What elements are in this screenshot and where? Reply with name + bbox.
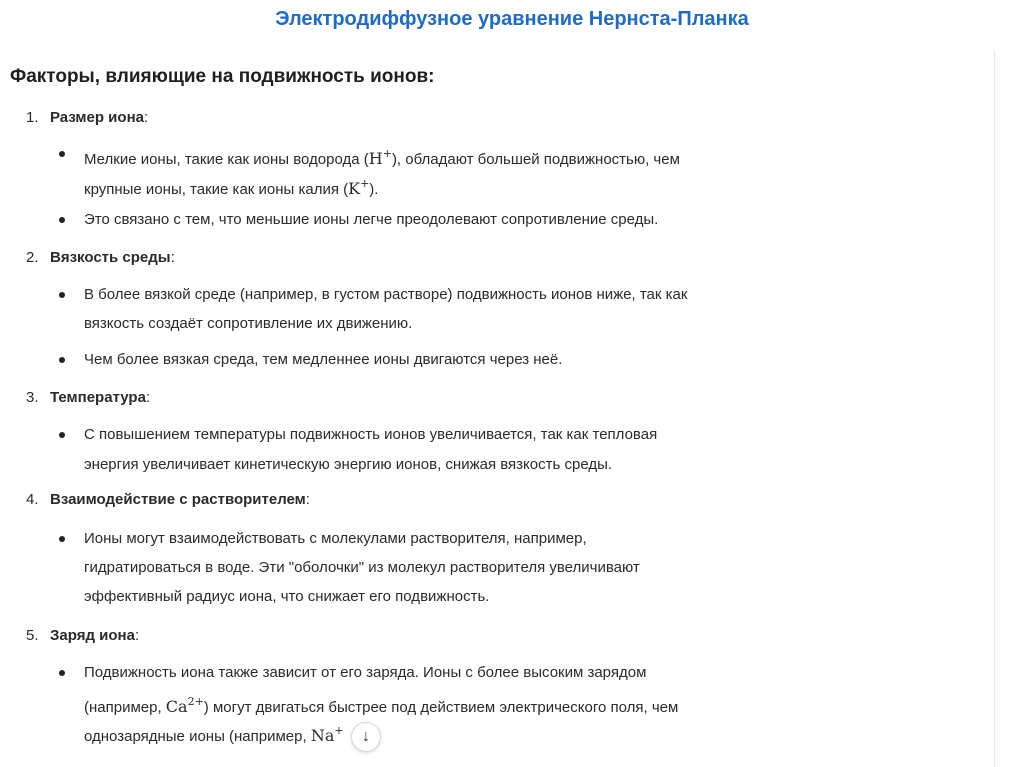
text: энергия увеличивает кинетическую энергию ионов, снижая вязкость среды. [84, 456, 613, 473]
bullet-icon [59, 292, 65, 298]
item-number: 4. [26, 491, 39, 508]
item-title-text: Вязкость среды [50, 249, 171, 266]
text: ). [369, 181, 379, 198]
item-title: Взаимодействие с растворителем: [50, 491, 310, 508]
item-title-text: Размер иона [50, 109, 144, 126]
item-title-text: Заряд иона [50, 627, 135, 644]
text: Мелкие ионы, такие как ионы водорода ( [84, 151, 369, 168]
bullet-text-line [84, 174, 378, 200]
text: Чем более вязкая среда, тем медленнее ионы двигаются через неё. [84, 351, 563, 368]
item-title: Заряд иона: [50, 627, 140, 644]
bullet-text-line [84, 692, 678, 718]
bullet-text-line [84, 425, 657, 445]
text: гидратироваться в воде. Эти "оболочки" из молекул растворителя увеличивают [84, 559, 640, 576]
bullet-text-line [84, 350, 562, 370]
bullet-icon [59, 536, 65, 542]
text: С повышением температуры подвижность ионов увеличивается, так как тепловая [84, 426, 658, 443]
scroll-down-button[interactable] [351, 722, 381, 752]
divider [994, 50, 995, 767]
bullet-text-line [84, 210, 658, 230]
item-number: 2. [26, 249, 39, 266]
ion-charge: 2+ [187, 695, 204, 708]
item-title: Температура: [50, 389, 151, 406]
ion-symbol: H [368, 149, 383, 168]
section-heading: Факторы, влияющие на подвижность ионов: [10, 66, 435, 87]
ion-charge: + [360, 177, 370, 190]
ion-symbol: K [348, 179, 361, 198]
ion-formula [369, 149, 392, 168]
bullet-text-line [84, 314, 412, 334]
text: Ионы могут взаимодействовать с молекулами растворителя, например, [84, 530, 587, 547]
bullet-icon [59, 670, 65, 676]
item-title: Вязкость среды: [50, 249, 175, 266]
text: Подвижность иона также зависит от его заряда. Ионы с более высоким зарядом [84, 664, 647, 681]
text: однозарядные ионы (например, [84, 728, 311, 745]
item-title: Размер иона: [50, 109, 149, 126]
ion-formula [311, 726, 344, 745]
text: Это связано с тем, что меньшие ионы легче преодолевают сопротивление среды. [84, 211, 659, 228]
arrow-down-icon: ↓ [362, 728, 370, 745]
slide-title: Электродиффузное уравнение Нернста-Планка [275, 8, 749, 30]
item-number: 1. [26, 109, 39, 126]
bullet-text-line [84, 721, 344, 747]
ion-charge: + [382, 147, 392, 160]
text: ), обладают большей подвижностью, чем [391, 151, 680, 168]
bullet-icon [59, 217, 65, 223]
bullet-text-line [84, 587, 489, 607]
text: В более вязкой среде (например, в густом растворе) подвижность ионов ниже, так как [84, 286, 688, 303]
ion-formula [348, 179, 369, 198]
bullet-text-line [84, 144, 680, 170]
item-title-text: Температура [50, 389, 146, 406]
bullet-icon [59, 432, 65, 438]
ion-symbol: Ca [165, 697, 188, 716]
text: крупные ионы, такие как ионы калия ( [84, 181, 349, 198]
item-title-text: Взаимодействие с растворителем [50, 491, 306, 508]
bullet-text-line [84, 558, 640, 578]
bullet-text-line [84, 285, 687, 305]
item-number: 3. [26, 389, 39, 406]
bullet-text-line [84, 455, 612, 475]
text: вязкость создаёт сопротивление их движению. [84, 315, 413, 332]
ion-formula [166, 697, 204, 716]
bullet-icon [59, 151, 65, 157]
bullet-icon [59, 357, 65, 363]
item-number: 5. [26, 627, 39, 644]
bullet-text-line [84, 529, 587, 549]
bullet-text-line [84, 663, 646, 683]
text: ) могут двигаться быстрее под действием электрического поля, чем [203, 699, 679, 716]
ion-charge: + [334, 724, 344, 737]
text: эффективный радиус иона, что снижает его подвижность. [84, 588, 490, 605]
ion-symbol: Na [310, 726, 335, 745]
text: (например, [84, 699, 166, 716]
